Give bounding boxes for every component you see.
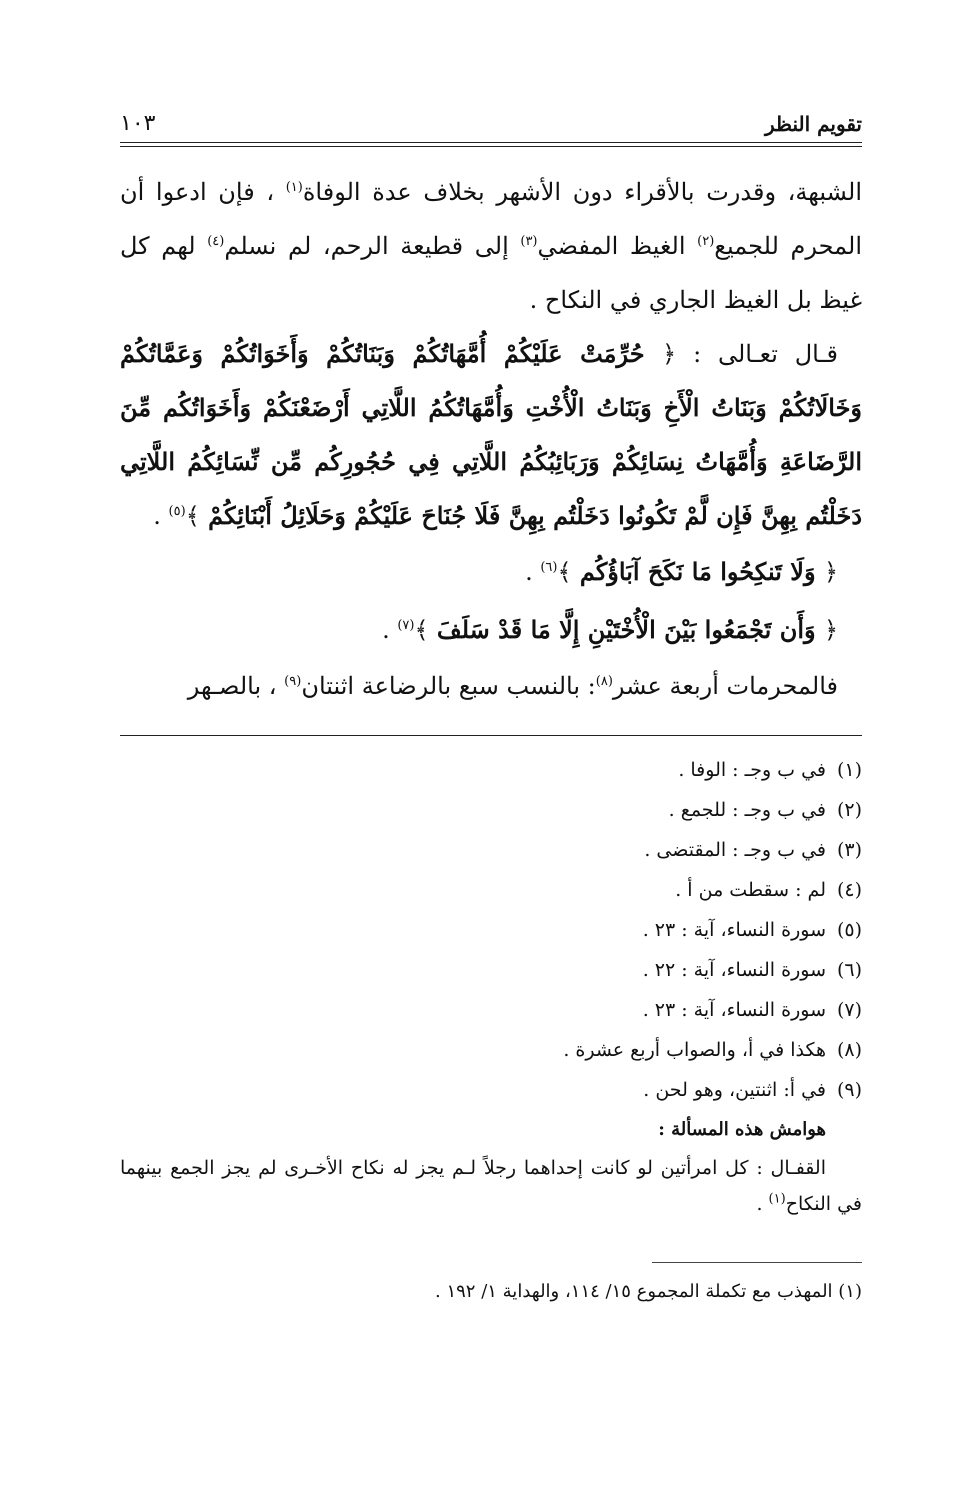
quran-verse: وَأَن تَجْمَعُوا بَيْنَ الْأُخْتَيْنِ إِلَّا مَا قَدْ سَلَفَ bbox=[428, 615, 824, 644]
subnotes bbox=[120, 1277, 862, 1307]
footnote-item: (٧)سورة النساء، آية : ٢٣ . bbox=[642, 999, 862, 1021]
footnote-item: (١)في ب وجـ : الوفا . bbox=[678, 759, 862, 781]
footnotes bbox=[120, 750, 862, 1222]
ornate-bracket-open: ﴿ bbox=[823, 558, 838, 586]
footnote-item: (٩)في أ: اثنتين، وهو لحن . bbox=[643, 1079, 862, 1101]
margins-text: القفـال : كل امرأتين لو كانت إحداهما رجلاً لـم يجز له نكاح الأخـرى لم يجز الجمع بينهما في النكاح$^{(١)}$ . bbox=[120, 1157, 862, 1215]
header-rule bbox=[120, 142, 862, 147]
ornate-bracket-open: ﴿ bbox=[823, 616, 838, 644]
quran-verse: حُرِّمَتْ عَلَيْكُمْ أُمَّهَاتُكُمْ وَبَنَاتُكُمْ وَأَخَوَاتُكُمْ وَعَمَّاتُكُمْ وَخَالَاتُكُمْ وَبَنَاتُ الْأَخِ وَبَنَاتُ الْأُخْتِ وَأُمَّهَاتُكُمُ اللَّاتِي أَرْضَعْنَكُمْ وَأَخَوَاتُكُم مِّنَ الرَّضَاعَةِ وَأُمَّهَاتُ نِسَائِكُمْ وَرَبَائِبُكُمُ اللَّاتِي فِي حُجُورِكُم مِّن نِّسَائِكُمُ اللَّاتِي دَخَلْتُم بِهِنَّ فَإِن لَّمْ تَكُونُوا دَخَلْتُم بِهِنَّ فَلَا جُنَاحَ عَلَيْكُمْ وَحَلَائِلُ أَبْنَائِكُمْ bbox=[120, 339, 862, 530]
paragraph-1: الشبهة، وقدرت بالأقراء دون الأشهر بخلاف عدة الوفاة$^{(١)}$ ، فإن ادعوا أن المحرم للجميع$^{(٢)}$ الغيظ المفضي$^{(٣)}$ إلى قطيعة الرحم، لم نسلم$^{(٤)}$ لهم كل غيظ بل الغيظ الجاري في النكاح . bbox=[120, 178, 862, 314]
footnote-item: (٢)في ب وجـ : للجمع . bbox=[668, 799, 862, 821]
footnote-separator bbox=[120, 735, 862, 736]
footnote-mark: (٣) bbox=[520, 234, 538, 249]
subnote-separator bbox=[652, 1262, 862, 1263]
footnote-mark: (٦) bbox=[540, 560, 558, 575]
footnote-mark: (٧) bbox=[397, 618, 415, 633]
book-page bbox=[120, 100, 862, 1307]
footnote-mark: (٨) bbox=[595, 674, 613, 689]
main-text bbox=[120, 165, 862, 713]
page-header bbox=[120, 100, 862, 136]
quran-verse: وَلَا تَنكِحُوا مَا نَكَحَ آبَاؤُكُم bbox=[571, 557, 824, 586]
footnote-item: (٦)سورة النساء، آية : ٢٢ . bbox=[642, 959, 862, 981]
ornate-bracket-close: ﴾ bbox=[185, 502, 200, 530]
running-title: تقويم النظر bbox=[765, 112, 862, 136]
page-number: ١٠٣ bbox=[120, 111, 156, 136]
footnote-mark: (١) bbox=[768, 1191, 786, 1207]
footnote-item: (٤)لم : سقطت من أ . bbox=[675, 879, 862, 901]
ornate-bracket-close: ﴾ bbox=[414, 616, 429, 644]
quran-verse-line-2: ﴿ وَلَا تَنكِحُوا مَا نَكَحَ آبَاؤُكُم ﴾$^{(٦)}$ . bbox=[525, 557, 838, 586]
footnote-mark: (٢) bbox=[697, 234, 715, 249]
ornate-bracket-open: ﴿ bbox=[662, 340, 677, 368]
quran-verse-line-3: ﴿ وَأَن تَجْمَعُوا بَيْنَ الْأُخْتَيْنِ إِلَّا مَا قَدْ سَلَفَ ﴾$^{(٧)}$ . bbox=[382, 615, 838, 644]
footnote-mark: (١) bbox=[285, 180, 303, 195]
subnote-item: (١) المهذب مع تكملة المجموع ١٥/ ١١٤، والهداية ١/ ١٩٢ . bbox=[435, 1281, 862, 1302]
paragraph-3: فالمحرمات أربعة عشر$^{(٨)}$: بالنسب سبع بالرضاعة اثنتان$^{(٩)}$ ، بالصـهر bbox=[187, 672, 838, 700]
ornate-bracket-close: ﴾ bbox=[557, 558, 572, 586]
margins-heading: هوامش هذه المسألة : bbox=[658, 1119, 826, 1140]
footnote-item: (٨)هكذا في أ، والصواب أربع عشرة . bbox=[563, 1039, 862, 1061]
footnote-item: (٥)سورة النساء، آية : ٢٣ . bbox=[642, 919, 862, 941]
footnote-item: (٣)في ب وجـ : المقتضى . bbox=[644, 839, 862, 861]
paragraph-2-quran: قـال تعـالى : ﴿ حُرِّمَتْ عَلَيْكُمْ أُمَّهَاتُكُمْ وَبَنَاتُكُمْ وَأَخَوَاتُكُمْ وَعَمَّاتُكُمْ وَخَالَاتُكُمْ وَبَنَاتُ الْأَخِ وَبَنَاتُ الْأُخْتِ وَأُمَّهَاتُكُمُ اللَّاتِي أَرْضَعْنَكُمْ وَأَخَوَاتُكُم مِّنَ الرَّضَاعَةِ وَأُمَّهَاتُ نِسَائِكُمْ وَرَبَائِبُكُمُ اللَّاتِي فِي حُجُورِكُم مِّن نِّسَائِكُمُ اللَّاتِي دَخَلْتُم بِهِنَّ فَإِن لَّمْ تَكُونُوا دَخَلْتُم بِهِنَّ فَلَا جُنَاحَ عَلَيْكُمْ وَحَلَائِلُ أَبْنَائِكُمْ ﴾$^{(٥)}$ . bbox=[120, 339, 862, 530]
footnote-mark: (٤) bbox=[207, 234, 225, 249]
footnote-mark: (٥) bbox=[168, 504, 186, 519]
footnote-mark: (٩) bbox=[284, 674, 302, 689]
